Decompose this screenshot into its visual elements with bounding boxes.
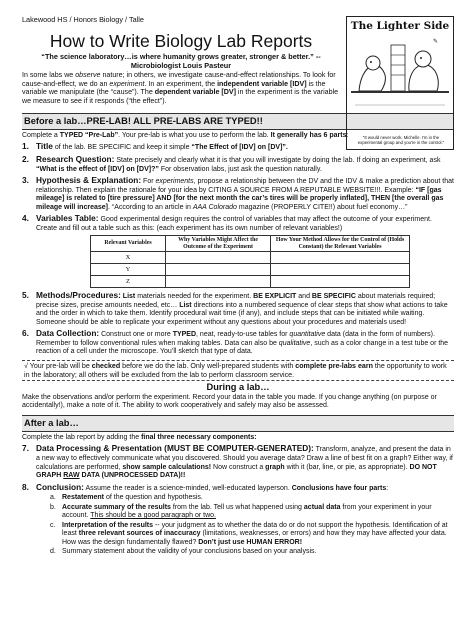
document-page bbox=[22, 16, 454, 557]
svg-text:✎: ✎ bbox=[433, 39, 439, 45]
list-item: 8. Conclusion: Assume the reader is a science-minded, well-educated layperson. Conclusions have four parts: a. Restatement of the question and hypothesis. b. Accurate summary of the results from the lab. Tell us what happened using actual data from your experiment in your account. This should be a good paragraph or two. c. Interpretation of the results -- your judgment as to whether the data do or do not support the hypothesis. Identification of at least three relevant sources of inaccuracy (limitations, weaknesses, or errors) and how they may have affected your data. How was the design fundamentally flawed? Don’t just use HUMAN ERROR! d. Summary statement about the validity of your conclusions based on your analysis. bbox=[22, 482, 454, 557]
before-intro: Complete a TYPED “Pre-Lab”. Your pre-lab is what you use to perform the lab. It generally has 6 parts: bbox=[22, 131, 349, 139]
list-item: c. Interpretation of the results -- your judgment as to whether the data do or do not support the hypothesis. Identification of at least three relevant sources of inaccuracy (limitations, weaknesses, or errors) and how they may have affected your data. How was the design fundamentally flawed? Don’t just use HUMAN ERROR! bbox=[50, 521, 448, 546]
table-header: Why Variables Might Affect the Outcome of the Experiment bbox=[166, 236, 271, 252]
intro-paragraph: In some labs we observe nature; in others, we investigate cause-and-effect relationships. To look for cause-and-effect, we do an experiment. In an experiment, the independent variable [IDV] is the variable we manipulate (the “cause”). The dependent variable [DV] in the experiment is the variable we measure to see if it responds (“the effect”). bbox=[22, 71, 339, 105]
postlab-list bbox=[22, 443, 454, 556]
table-header: How Your Method Allows for the Control of (Holds Constant) the Relevant Variables bbox=[271, 236, 410, 252]
section-heading-during: During a lab… bbox=[206, 382, 270, 393]
list-item: d. Summary statement about the validity of your conclusions based on your analysis. bbox=[50, 548, 317, 556]
cartoon-illustration-icon bbox=[351, 35, 449, 123]
table-header: Relevant Variables bbox=[91, 236, 166, 252]
page-title: How to Write Biology Lab Reports bbox=[49, 30, 313, 51]
list-item: a. Restatement of the question and hypothesis. bbox=[50, 494, 203, 502]
prelab-list bbox=[22, 141, 454, 356]
checked-note: √ Your pre-lab will be checked before we do the lab. Only well-prepared students with complete pre-labs earn the opportunity to work in the laboratory; all others will be excluded from the lab to perform classroom service. bbox=[22, 360, 454, 381]
list-item: 1. Title of the lab. BE SPECIFIC and keep it simple “The Effect of [IDV] on [DV]”. bbox=[22, 141, 288, 152]
quote-line: “The science laboratory…is where humanity grows greater, stronger & better.” -- Microbiologist Louis Pasteur bbox=[41, 52, 321, 70]
list-item: 4. Variables Table: Good experimental design requires the control of variables that may affect the outcome of your experiment. Create and fill out a table such as this: (each experiment has its own number of relevant variables!) Relevant Variables Why Variables Might Affect the Outcome of the Experiment How Your Method Allows for the Control of (Holds Constant) the Relevant Variables X Y Z bbox=[22, 213, 454, 288]
section-heading-after: After a lab… bbox=[22, 415, 454, 432]
cartoon-caption: "It would never work, Michelle. I'm in the experimental group and you're in the control." bbox=[357, 135, 445, 146]
table-row: Z bbox=[91, 276, 410, 288]
variables-table bbox=[90, 235, 410, 288]
table-row: X bbox=[91, 252, 410, 264]
table-row: Y bbox=[91, 264, 410, 276]
course-header: Lakewood HS / Honors Biology / Talle bbox=[22, 15, 144, 24]
list-item: 3. Hypothesis & Explanation: For experiments, propose a relationship between the DV and the IDV & make a prediction about that relationship. Then explain the rationale for your idea by CITING A SOURCE FROM A REPUTABLE WEBSITE!!!. Example: “IF [gas mileage] is related to [tire pressure] AND [for the next month the car’s tires will be properly inflated], THEN [the overall gas mileage will increase]. “According to an article in AAA Colorado magazine (PROPERLY CITE!!) about fuel economy…” bbox=[22, 175, 454, 211]
list-item: 6. Data Collection: Construct one or more TYPED, neat, ready-to-use tables for quantitative data (data in the form of numbers). Remember to follow conventional rules when making tables. Data can also be qualitative, such as a color change in a test tube or the reaction of a cell under the microscope. You’ll sketch that type of data. bbox=[22, 328, 449, 356]
list-item: 7. Data Processing & Presentation (MUST BE COMPUTER-GENERATED): Transform, analyze, and present the data in a new way to effectively communicate what you discovered. Should you average data? Draw a line of best fit on a graph? Either way, if calculations are performed, show sample calculations! Now construct a graph with it (bar, line, or pie, as appropriate). DO NOT GRAPH RAW DATA (UNPROCESSED DATA)!! bbox=[22, 443, 453, 480]
section-heading-before: Before a lab…PRE-LAB! ALL PRE-LABS ARE TYPED!! bbox=[22, 113, 454, 130]
list-item: 5. Methods/Procedures: List materials needed for the experiment. BE EXPLICIT and BE SPECIFIC about materials required; precise sizes, precise amounts needed, etc… List directions into a numbered sequence of clear steps that show what actions to take and the order in which to take them. Identify procedural wait time (if any), and include steps that can be initiated while waiting. Someone should be able to replicate your experiment without any questions about your procedures and materials used! bbox=[22, 290, 448, 326]
conclusion-parts bbox=[36, 494, 454, 557]
after-intro: Complete the lab report by adding the final three necessary components: bbox=[22, 433, 257, 441]
during-text: Make the observations and/or perform the experiment. Record your data in the table you made. If you change anything (on purpose or accidentally!), make a note of it. The ability to work cooperatively and safely may also be assessed. bbox=[22, 393, 437, 410]
cartoon-title: The Lighter Side bbox=[350, 20, 450, 32]
list-item: b. Accurate summary of the results from the lab. Tell us what happened using actual data from your experiment in your account. This should be a good paragraph or two. bbox=[50, 503, 432, 520]
cartoon-panel bbox=[346, 16, 454, 150]
list-item: 2. Research Question: State precisely and clearly what it is that you will investigate by doing the lab. If doing an experiment, ask “What is the effect of [IDV] on [DV]?” For observation labs, just ask the question naturally. bbox=[22, 153, 441, 173]
